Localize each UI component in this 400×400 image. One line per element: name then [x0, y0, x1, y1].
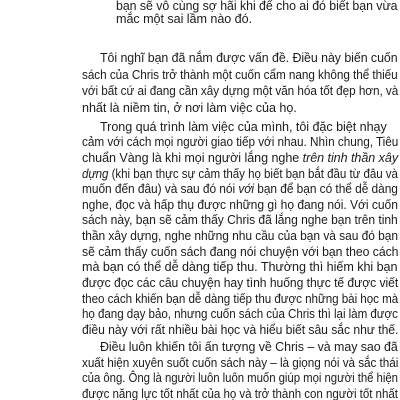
text-run: Trong quá trình làm việc của mình, tôi đặc biệt nhạy [100, 120, 387, 134]
text-line [82, 102, 297, 115]
text-run: mà bạn có thể dễ dàng tiếp thu. Thường thì hiếm khi bạn [82, 260, 398, 274]
text-run: sách này, bạn sẽ cảm thấy Chris đã lắng nghe bạn trên tinh [82, 213, 398, 227]
text-run: được đọc các câu chuyện hay tình huống thực tế được viết [82, 276, 399, 290]
text-line [82, 277, 398, 290]
text-run: Điều luôn khiến tôi ấn tượng về Chris – và may sao đã [100, 340, 398, 354]
text-run: mắc một sai lầm nào đó. [116, 12, 253, 26]
text-run: bạn sẽ vô cùng sợ hãi khi để cho ai đó biết bạn vừa [116, 0, 398, 13]
text-run: thần xây dựng, nghe những nhu cầu của bạn và sau đó bạn [82, 229, 399, 243]
text-line [82, 293, 398, 306]
text-line [100, 52, 398, 65]
text-run: họ đang dạy bảo, nhưng cuốn sách của Chris thì lại làm được [82, 307, 398, 321]
italic-text: với [238, 182, 254, 196]
text-line [100, 341, 398, 354]
text-run: (khi bạn thực sự cảm thấy họ biết bạn bắt đầu từ đâu và [108, 167, 398, 181]
text-run: điều này với rất nhiều bài học và hiểu biết sâu sắc như thế. [82, 323, 399, 337]
text-run: nhất là niềm tin, ở nơi làm việc của họ. [82, 101, 297, 115]
text-run: muốn đến đâu) và sau đó nói [82, 182, 239, 196]
text-line [82, 85, 398, 98]
italic-text: trên tinh thần xây [302, 151, 399, 165]
text-line [82, 246, 398, 259]
text-line [82, 261, 397, 274]
text-run: bạn để bạn có thể dễ dàng [253, 182, 398, 196]
text-line [82, 214, 398, 227]
text-run: theo cách khiến bạn dễ dàng tiếp thu được những bài học mà [82, 292, 399, 306]
text-line [82, 199, 398, 212]
text-line [82, 136, 398, 149]
text-run: Tôi nghĩ bạn đã nắm được vấn đề. Điều này biến cuốn [100, 51, 398, 65]
text-line [82, 372, 398, 385]
text-line [100, 121, 387, 134]
text-run: của ông. Ông là người luôn luôn muốn giúp mọi người thể hiện [82, 371, 398, 385]
text-run: sách của Chris trở thành một cuốn cẩm nang không thể thiếu [82, 68, 398, 82]
text-run: nghe, đọc và hấp thụ được những gì họ đang nói. Với cuốn [82, 198, 398, 212]
text-line [82, 388, 398, 400]
text-line [82, 69, 398, 82]
text-line [82, 183, 398, 196]
text-run: được năng lực tốt nhất của họ và trở thành con người tốt nhất [82, 387, 398, 400]
text-line [82, 168, 398, 181]
text-run: chuẩn Vàng là khi mọi người lắng nghe [82, 151, 303, 165]
text-line [82, 357, 398, 370]
text-run: sẽ cảm thấy cuốn sách đang nói chuyện với bạn theo cách [82, 245, 399, 259]
text-run: cảm với cách mọi người giao tiếp với nhau. Nhìn chung, Tiêu [82, 135, 399, 149]
text-run: với bất cứ ai đang cần xây dựng một văn hóa tốt đẹp hơn, và [82, 84, 399, 98]
text-line [116, 0, 398, 13]
text-line [116, 13, 252, 26]
italic-text: dựng [82, 167, 109, 181]
text-line [82, 152, 398, 165]
text-run: xuất hiện xuyên suốt cuốn sách này – là giọng nói và sắc thái [82, 356, 399, 370]
text-line [82, 324, 398, 337]
text-line [82, 308, 398, 321]
text-line [82, 230, 398, 243]
